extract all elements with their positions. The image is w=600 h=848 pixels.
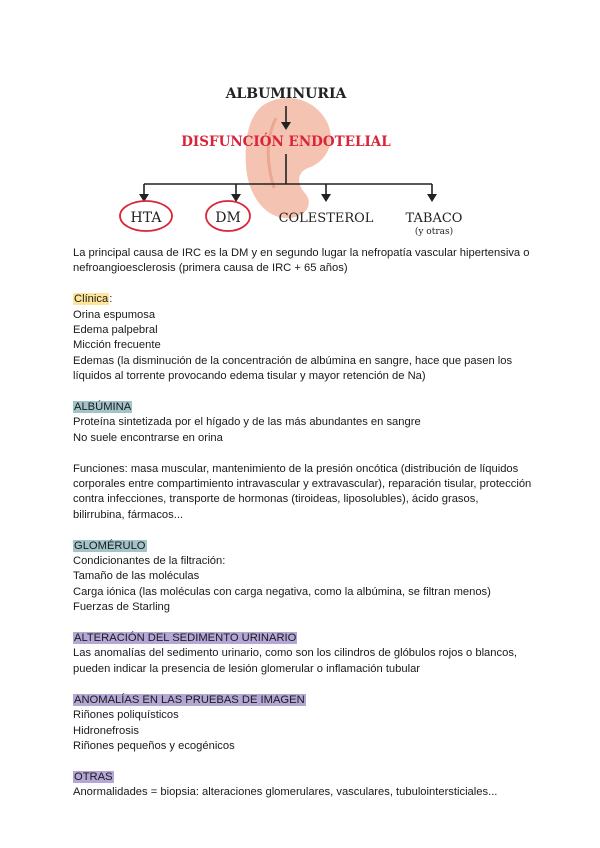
kidney-illustration bbox=[246, 98, 331, 218]
clinica-line: Edemas (la disminución de la concentración de albúmina en sangre, hace que pasen los bbox=[73, 354, 513, 367]
section-glomerulo-heading bbox=[73, 539, 543, 554]
glomerulo-line: Tamaño de las moléculas bbox=[73, 570, 200, 583]
glomerulo-line: Fuerzas de Starling bbox=[73, 601, 171, 614]
glomerulo-line: Condicionantes de la filtración: bbox=[73, 555, 226, 568]
node-note: (y otras) bbox=[414, 227, 454, 237]
sedimento-line: pueden indicar la presencia de lesión glomerular o inflamación tubular bbox=[73, 662, 421, 675]
diagram-title: ALBUMINURIA bbox=[225, 86, 347, 102]
glomerulo-line: Carga iónica (las moléculas con carga negativa, como la albúmina, se filtran menos) bbox=[73, 585, 491, 598]
clinica-line: Micción frecuente bbox=[73, 339, 161, 352]
funciones-line: Funciones: masa muscular, mantenimiento de la presión oncótica (distribución de líquidos bbox=[73, 462, 519, 475]
intro-line: nefroangioesclerosis (primera causa de IRC + 65 años) bbox=[73, 262, 348, 275]
glomerulo-heading-text: GLOMÉRULO bbox=[74, 539, 146, 552]
albuminuria-diagram bbox=[100, 78, 520, 238]
arrow-down-icon bbox=[427, 194, 437, 202]
arrow-down-icon bbox=[321, 194, 331, 202]
section-imagen-heading bbox=[73, 693, 543, 708]
document-body bbox=[73, 246, 543, 801]
clinica-line: líquidos al torrente provocando edema tisular y mayor retención de Na) bbox=[73, 370, 426, 383]
clinica-line: Edema palpebral bbox=[73, 324, 158, 337]
sedimento-heading-text: ALTERACIÓN DEL SEDIMENTO URINARIO bbox=[74, 632, 297, 645]
clinica-line: Orina espumosa bbox=[73, 308, 156, 321]
node-dm: DM bbox=[215, 210, 241, 226]
funciones-line: bilirrubina, fármacos... bbox=[73, 508, 184, 521]
diagram-middle: DISFUNCIÓN ENDOTELIAL bbox=[181, 134, 391, 150]
intro-line: La principal causa de IRC es la DM y en segundo lugar la nefropatía vascular hipertensiva o bbox=[73, 247, 530, 259]
imagen-line: Hidronefrosis bbox=[73, 724, 139, 737]
funciones-line: contra infecciones, transporte de hormonas (tiroideas, liposolubles), ácido grasos, bbox=[73, 493, 479, 506]
otras-line: Anormalidades = biopsia: alteraciones glomerulares, vasculares, tubulointersticiales... bbox=[73, 786, 498, 799]
node-hta: HTA bbox=[130, 210, 162, 226]
imagen-line: Riñones poliquísticos bbox=[73, 709, 179, 722]
node-colesterol: COLESTEROL bbox=[278, 211, 374, 226]
section-sedimento-heading bbox=[73, 631, 543, 646]
otras-heading-text: OTRAS bbox=[74, 770, 113, 783]
clinica-colon: : bbox=[109, 293, 113, 306]
sedimento-line: Las anomalías del sedimento urinario, como son los cilindros de glóbulos rojos o blancos, bbox=[73, 647, 518, 660]
clinica-heading-text: Clínica bbox=[74, 293, 109, 306]
diagram-svg bbox=[100, 78, 520, 238]
albumina-heading-text: ALBÚMINA bbox=[74, 401, 132, 414]
funciones-line: corporales entre compartimiento intravascular y extravascular), reparación tisular, protección bbox=[73, 478, 532, 491]
imagen-line: Riñones pequeños y ecogénicos bbox=[73, 739, 235, 752]
section-clinica-heading bbox=[73, 292, 543, 307]
albumina-line: Proteína sintetizada por el hígado y de las más abundantes en sangre bbox=[73, 416, 421, 429]
section-otras-heading bbox=[73, 770, 543, 785]
section-albumina-heading bbox=[73, 400, 543, 415]
albumina-line: No suele encontrarse en orina bbox=[73, 431, 223, 444]
imagen-heading-text: ANOMALÍAS EN LAS PRUEBAS DE IMAGEN bbox=[74, 693, 305, 706]
node-tabaco: TABACO bbox=[405, 211, 463, 226]
